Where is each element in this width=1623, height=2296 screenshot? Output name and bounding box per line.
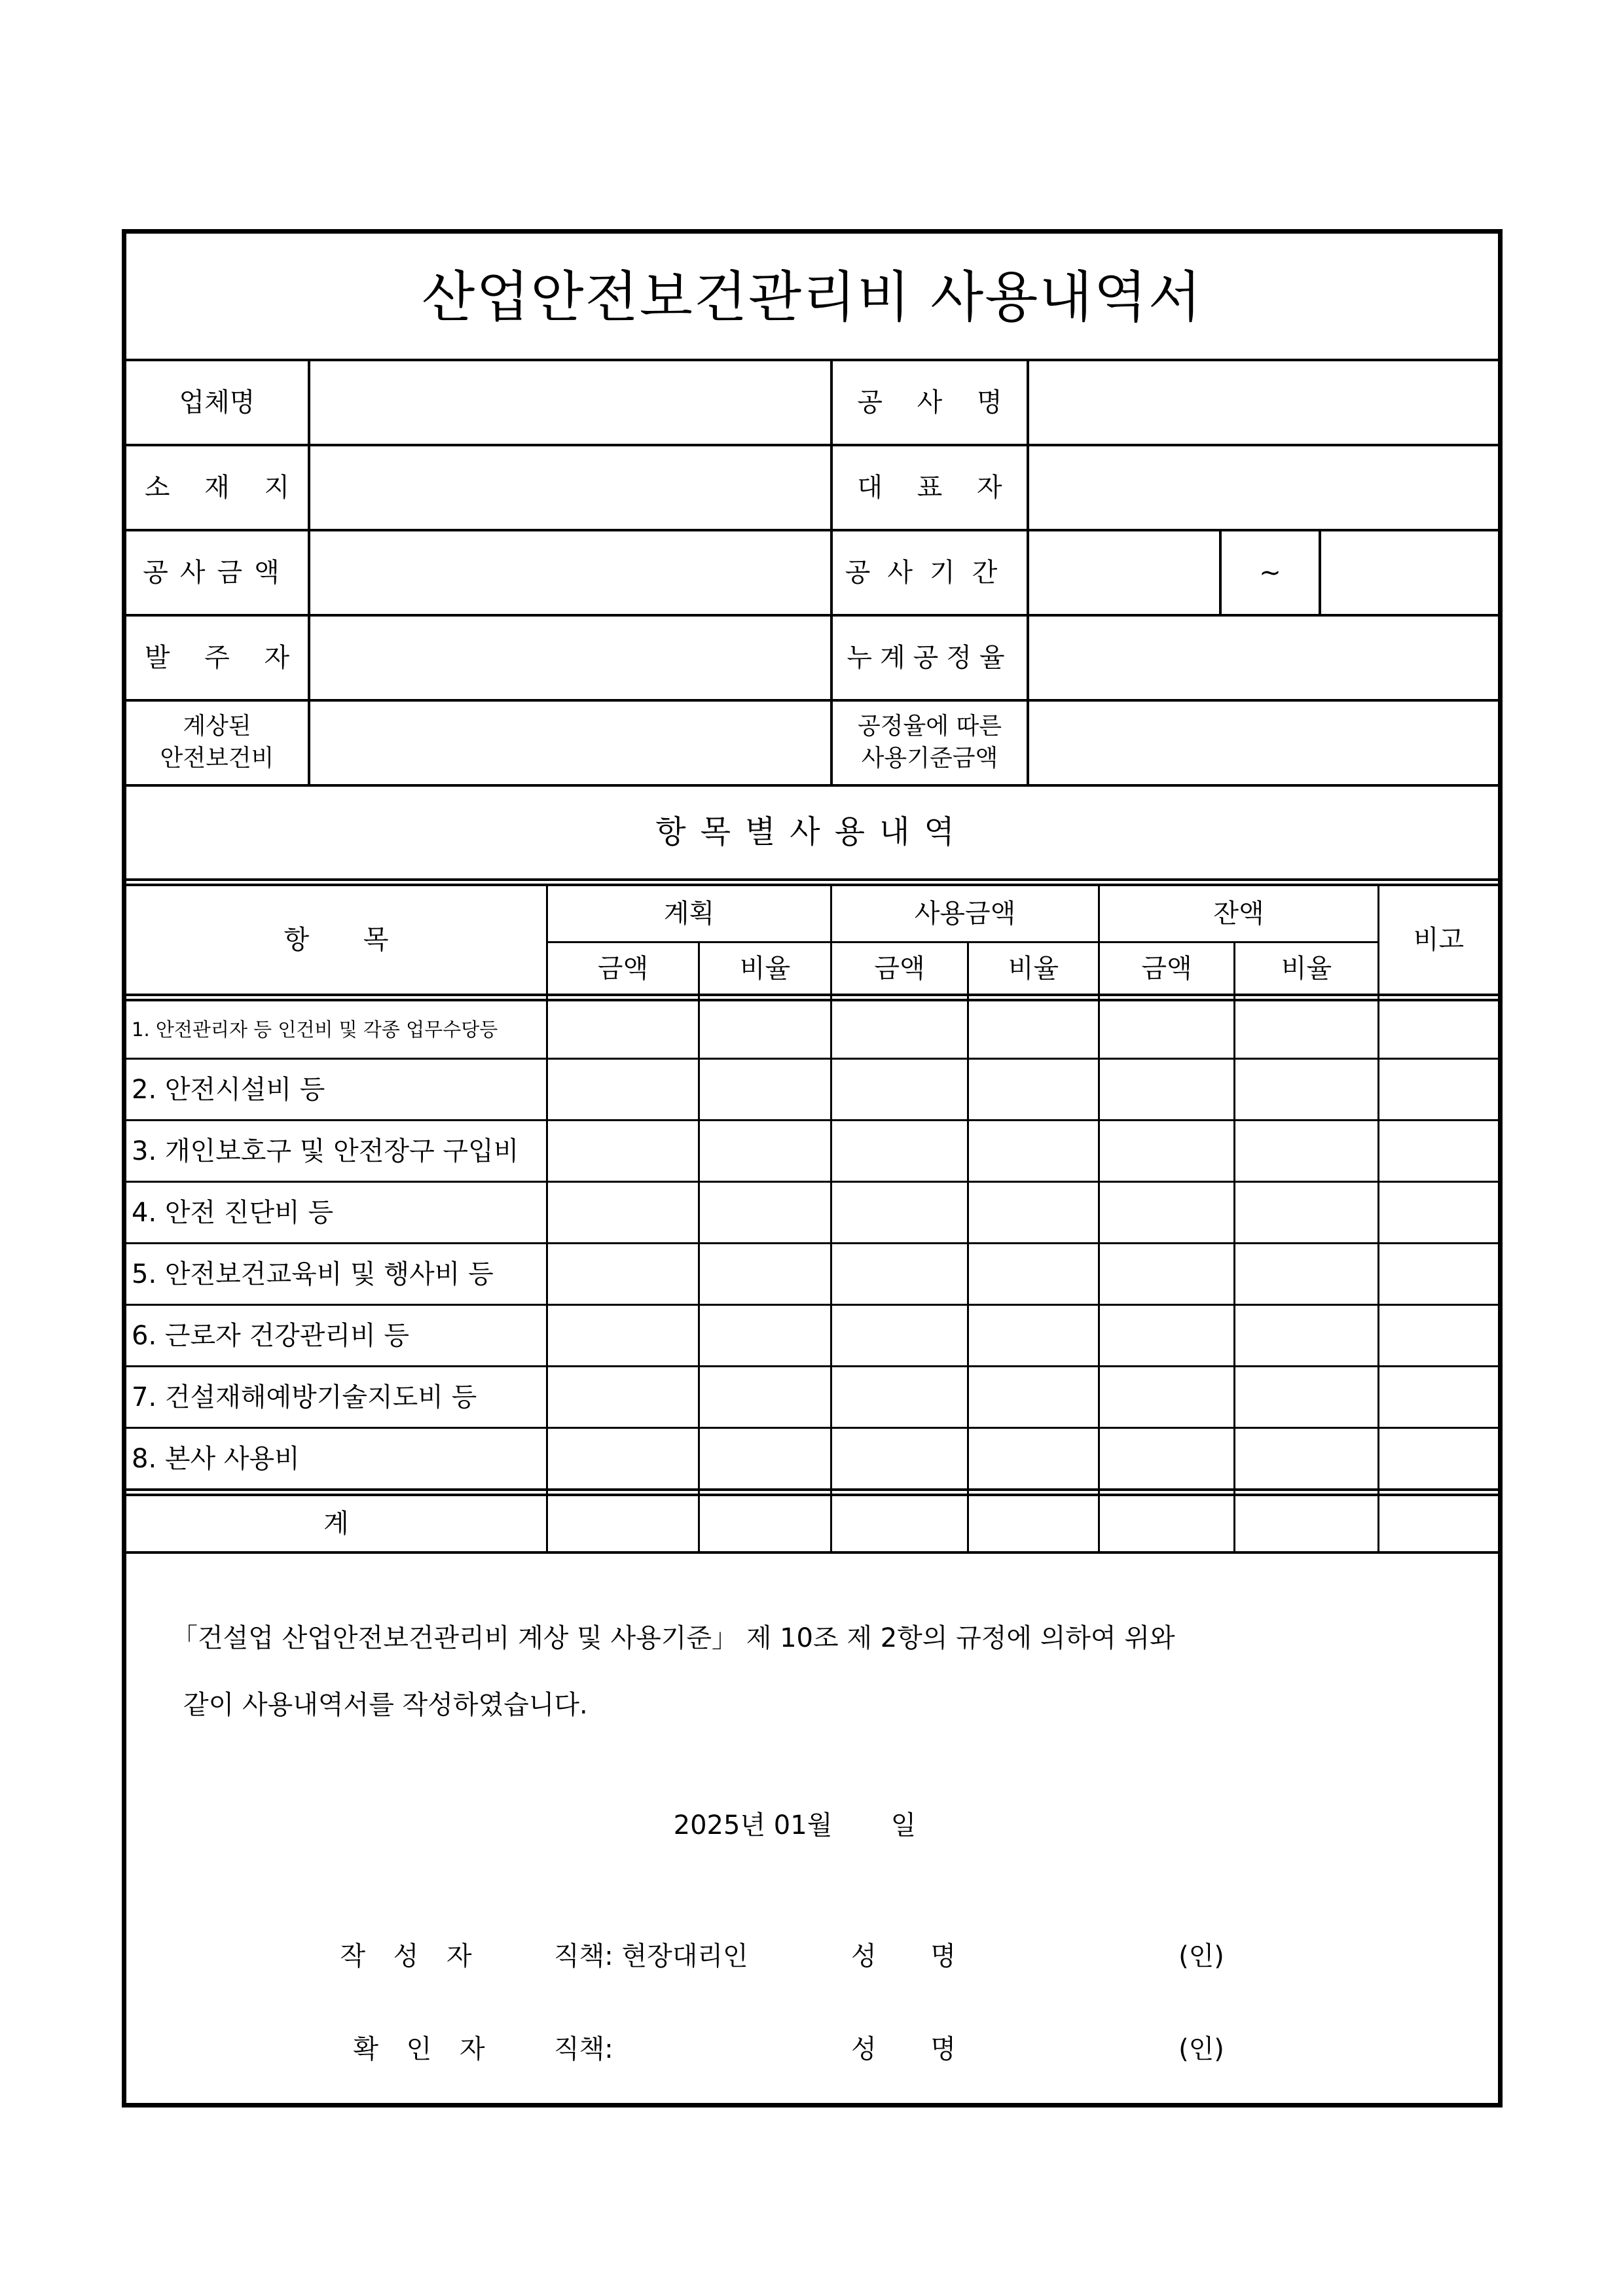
balance-ratio-header: 비율 <box>1281 953 1332 984</box>
checker-seal: (인) <box>1178 2034 1224 2064</box>
client-label: 발 주 자 <box>144 643 290 673</box>
amount-field[interactable] <box>310 531 830 614</box>
standard-amount-field[interactable] <box>1029 702 1498 784</box>
section-title: 항목별사용내역 <box>655 814 969 851</box>
plan-amount-header: 금액 <box>597 953 649 984</box>
period-start-field[interactable] <box>1029 531 1219 614</box>
client-field[interactable] <box>310 617 830 699</box>
checker-name-label: 성 명 <box>851 2034 956 2064</box>
date-day: 일 <box>890 1810 917 1840</box>
item-header: 항 목 <box>283 925 389 955</box>
writer-label: 작 성 자 <box>340 1941 472 1971</box>
ceo-label: 대 표 자 <box>857 473 1002 503</box>
writer-seal: (인) <box>1178 1941 1224 1971</box>
statement-line-2: 같이 사용내역서를 작성하였습니다. <box>183 1690 588 1720</box>
item-row-label: 6. 근로자 건강관리비 등 <box>132 1320 410 1351</box>
progress-field[interactable] <box>1029 617 1498 699</box>
period-label: 공사기간 <box>845 558 1015 588</box>
writer-title: 직책: 현장대리인 <box>554 1941 748 1971</box>
project-label: 공 사 명 <box>857 387 1002 418</box>
item-row-label: 3. 개인보호구 및 안전장구 구입비 <box>132 1136 519 1166</box>
item-row-label: 7. 건설재해예방기술지도비 등 <box>132 1382 477 1412</box>
item-row-label: 4. 안전 진단비 등 <box>132 1197 334 1228</box>
balance-amount-header: 금액 <box>1141 953 1192 984</box>
statement-line-1: 「건설업 산업안전보건관리비 계상 및 사용기준」 제 10조 제 2항의 규정에 의하여 위와 <box>172 1623 1175 1653</box>
period-end-field[interactable] <box>1321 531 1498 614</box>
used-ratio-header: 비율 <box>1008 953 1059 984</box>
remark-header: 비고 <box>1413 925 1465 955</box>
item-row-label: 8. 본사 사용비 <box>132 1443 300 1474</box>
address-label: 소 재 지 <box>144 473 290 503</box>
plan-header: 계획 <box>663 899 715 929</box>
plan-ratio-header: 비율 <box>739 953 791 984</box>
used-amount-sub-header: 금액 <box>874 953 925 984</box>
planned-cost-field[interactable] <box>310 702 830 784</box>
item-row-label: 5. 안전보건교육비 및 행사비 등 <box>132 1259 494 1289</box>
period-separator: ~ <box>1259 558 1281 588</box>
standard-amount-label: 공정율에 따른 사용기준금액 <box>857 713 1002 772</box>
item-row-label: 1. 안전관리자 등 인건비 및 각종 업무수당등 <box>132 1018 498 1041</box>
project-field[interactable] <box>1029 361 1498 444</box>
checker-title: 직책: <box>554 2034 613 2064</box>
balance-header: 잔액 <box>1213 899 1264 929</box>
address-field[interactable] <box>310 446 830 529</box>
date-year-month: 2025년 01월 <box>673 1810 833 1840</box>
writer-name-label: 성 명 <box>851 1941 956 1971</box>
amount-label: 공사금액 <box>143 558 291 588</box>
ceo-field[interactable] <box>1029 446 1498 529</box>
total-label: 계 <box>323 1509 349 1539</box>
company-field[interactable] <box>310 361 830 444</box>
progress-label: 누계공정율 <box>847 643 1013 673</box>
planned-cost-label: 계상된 안전보건비 <box>160 713 274 772</box>
company-label: 업체명 <box>179 387 255 418</box>
checker-label: 확 인 자 <box>353 2034 485 2064</box>
item-row-label: 2. 안전시설비 등 <box>132 1074 325 1105</box>
used-amount-header: 사용금액 <box>914 899 1016 929</box>
form-title: 산업안전보건관리비 사용내역서 <box>422 265 1203 330</box>
